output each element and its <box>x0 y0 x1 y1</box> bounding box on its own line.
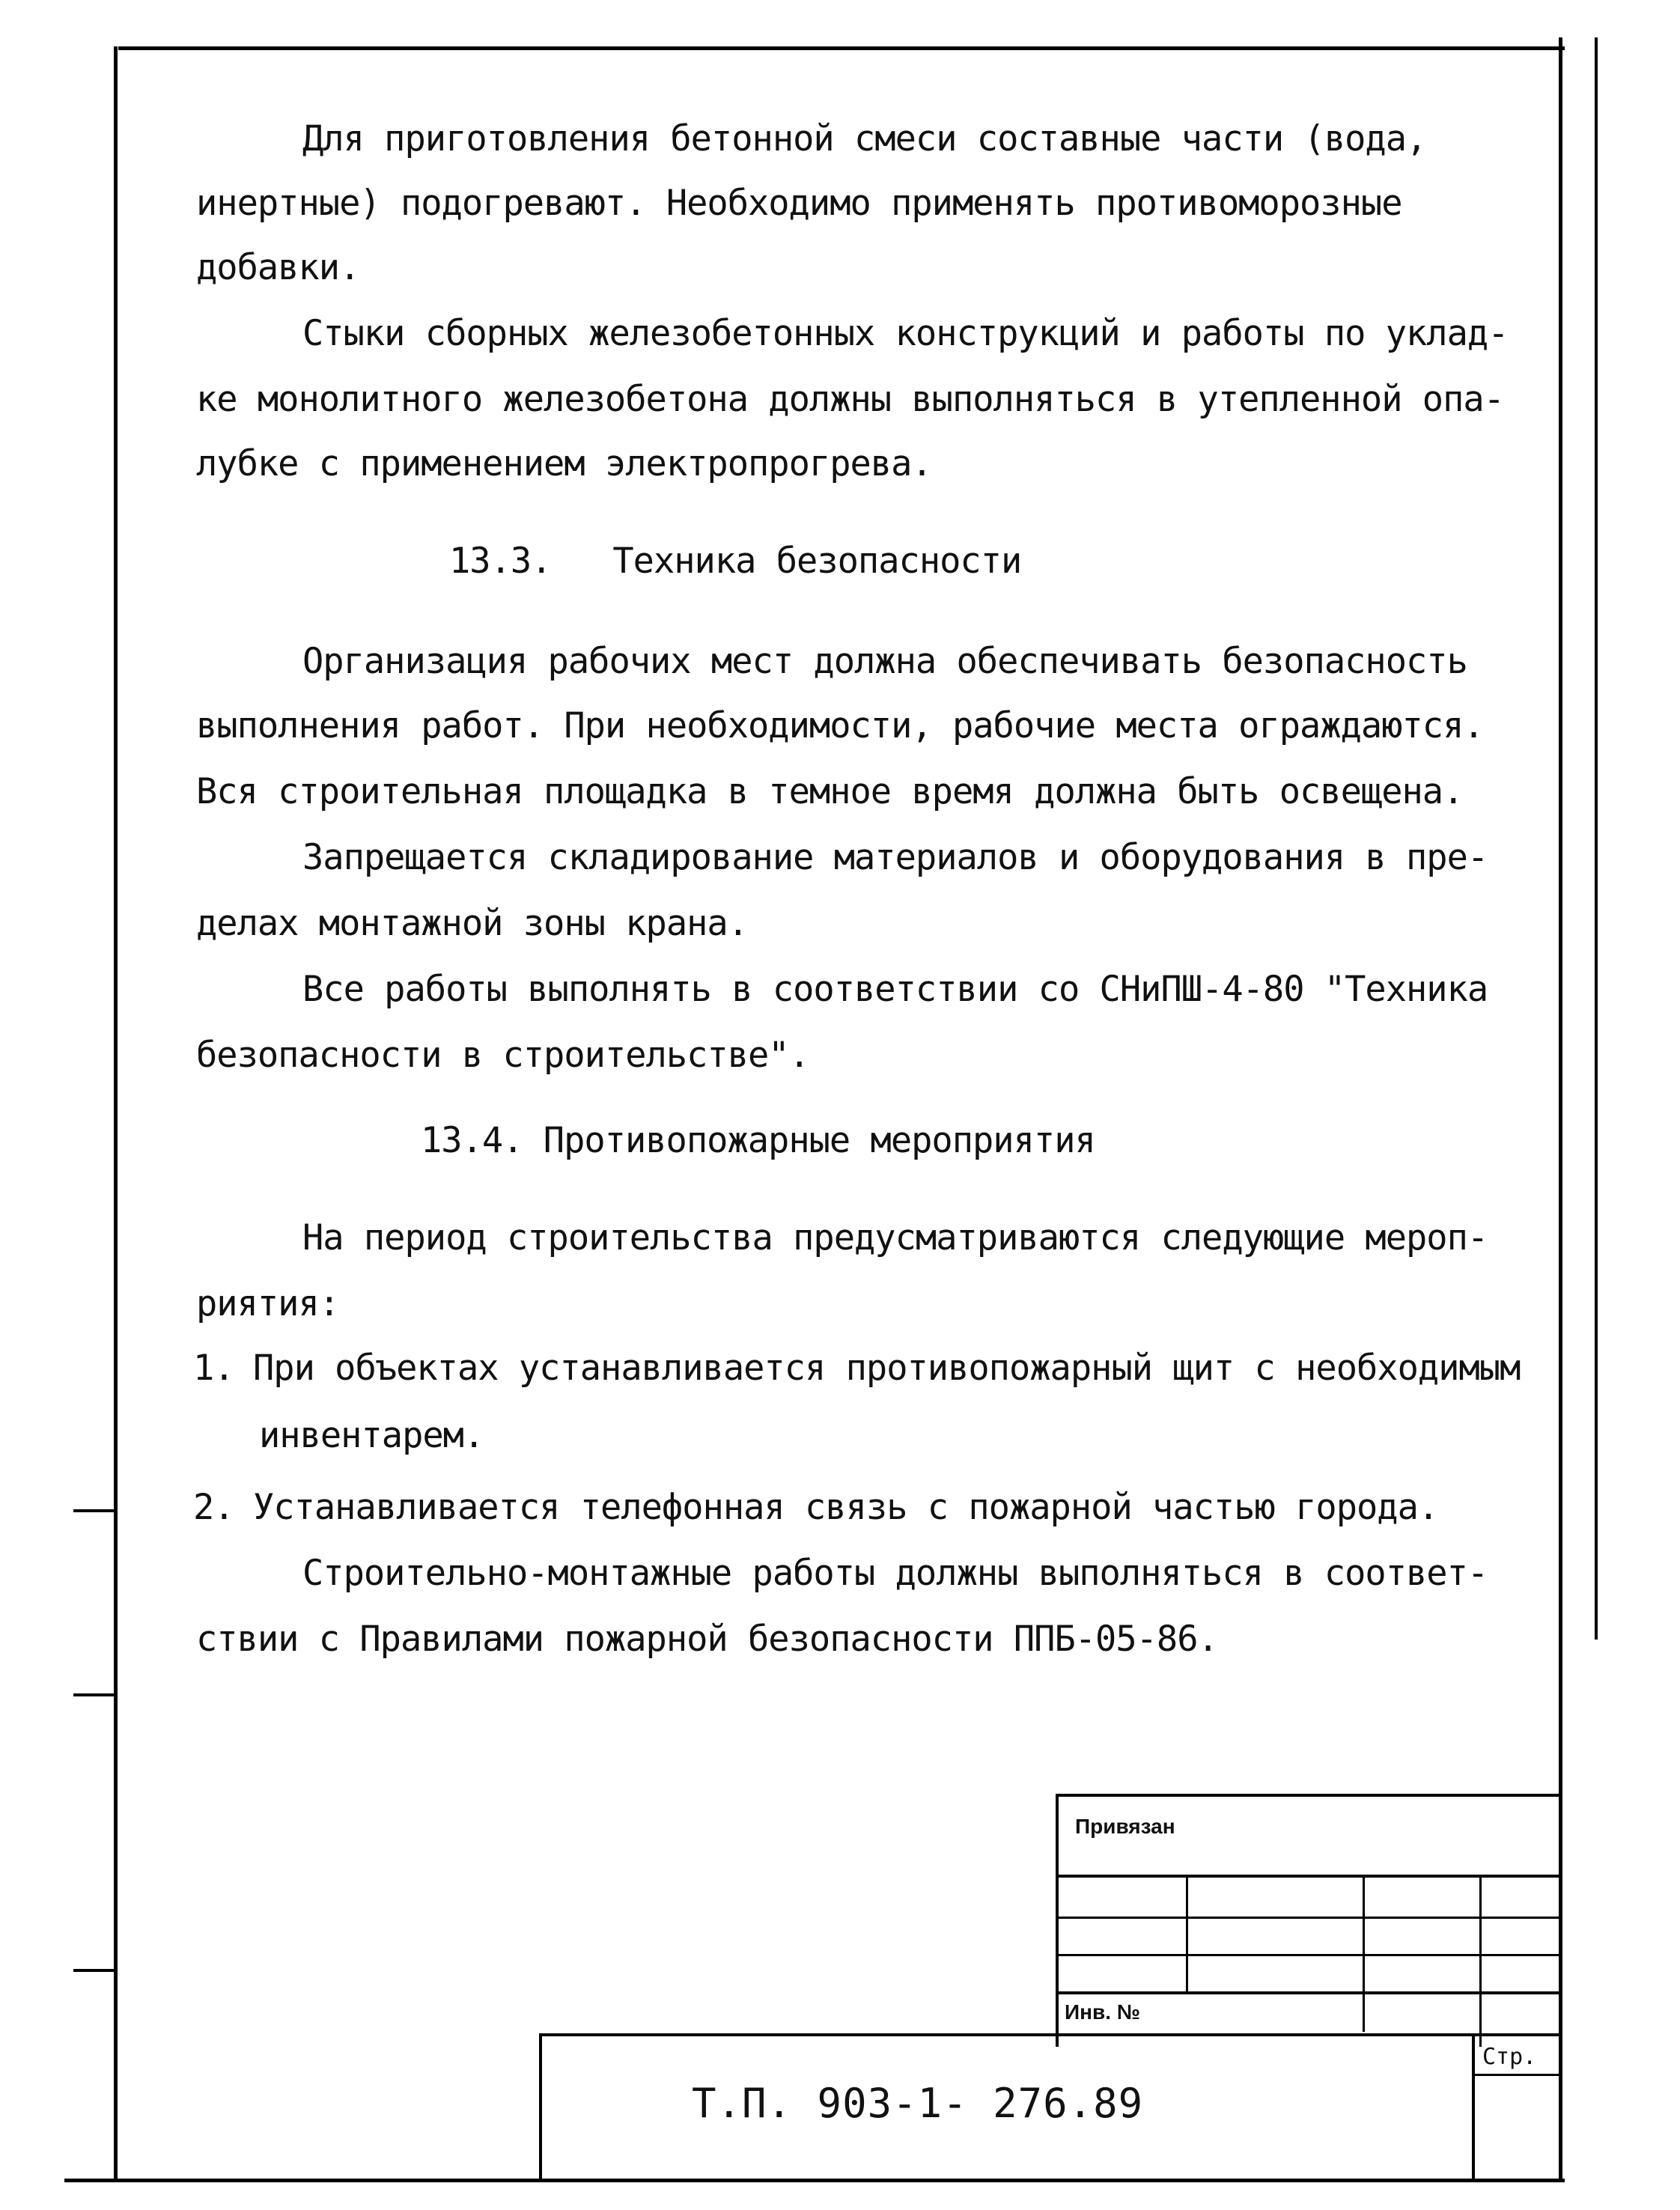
p1-line-3: добавки. <box>196 247 360 288</box>
stamp-row-3 <box>1057 1954 1562 1956</box>
p3-line-2: выполнения работ. При необходимости, рабочие места ограждаются. <box>196 705 1484 746</box>
page-box-left <box>1472 2033 1475 2180</box>
stamp-row-4 <box>1057 1991 1562 1994</box>
heading-13-3: 13.3. Техника безопасности <box>449 541 1022 582</box>
stamp-col-1 <box>1186 1875 1188 1993</box>
p4-line-2: делах монтажной зоны крана. <box>196 903 749 944</box>
p7-line-2: ствии с Правилами пожарной безопасности ППБ-05-86. <box>196 1619 1218 1660</box>
document-code: Т.П. 903-1- 276.89 <box>692 2080 1144 2127</box>
stamp-row-2 <box>1057 1917 1562 1919</box>
p6-line-1: На период строительства предусматриваются следующие мероп- <box>302 1217 1488 1258</box>
list-item-line: инвентарем. <box>259 1415 484 1456</box>
side-tick-3 <box>73 1969 117 1972</box>
p1-line-1: Для приготовления бетонной смеси составные части (вода, <box>302 118 1427 159</box>
p5-line-2: безопасности в строительстве". <box>196 1035 809 1076</box>
frame-right-outer <box>1595 37 1598 1640</box>
heading-13-4: 13.4. Противопожарные мероприятия <box>421 1120 1095 1161</box>
p5-line-1: Все работы выполнять в соответствии со СНиПШ-4-80 "Техника <box>302 969 1488 1010</box>
p3-line-3: Вся строительная площадка в темное время должна быть освещена. <box>196 771 1464 812</box>
p2-line-1: Стыки сборных железобетонных конструкций и работы по уклад- <box>302 313 1509 354</box>
list-item-number: 2. <box>193 1487 234 1528</box>
side-tick-2 <box>73 1693 117 1696</box>
list-item-line: Устанавливается телефонная связь с пожарной частью города. <box>253 1487 1439 1528</box>
p2-line-2: ке монолитного железобетона должны выполняться в утепленной опа- <box>196 379 1504 420</box>
stamp-col-3 <box>1479 1875 1482 2047</box>
p2-line-3: лубке с применением электропрогрева. <box>196 443 932 484</box>
p1-line-2: инертные) подогревают. Необходимо применять противоморозные <box>196 183 1402 224</box>
frame-left <box>114 46 118 2182</box>
frame-top <box>118 46 1565 50</box>
side-tick-1 <box>73 1509 117 1512</box>
code-box-left <box>539 2033 542 2180</box>
stamp-top <box>1057 1794 1562 1797</box>
code-box-top <box>541 2033 1562 2036</box>
stamp-col-2 <box>1363 1875 1365 2032</box>
stamp-row-1 <box>1057 1875 1562 1878</box>
p7-line-1: Строительно-монтажные работы должны выполняться в соответ- <box>302 1553 1488 1594</box>
attached-label: Привязан <box>1075 1815 1175 1838</box>
frame-bottom <box>64 2179 1565 2182</box>
stamp-left <box>1056 1794 1059 2047</box>
p6-line-2: риятия: <box>196 1283 340 1324</box>
list-item-line: При объектах устанавливается противопожарный щит с необходимым <box>253 1348 1521 1389</box>
p4-line-1: Запрещается складирование материалов и оборудования в пре- <box>302 837 1488 878</box>
p3-line-1: Организация рабочих мест должна обеспечивать безопасность <box>302 641 1467 682</box>
frame-right <box>1559 37 1562 2182</box>
inventory-number-label: Инв. № <box>1065 2000 1141 2024</box>
page-label: Стр. <box>1482 2044 1537 2070</box>
page-box-divider <box>1473 2074 1562 2076</box>
list-item-number: 1. <box>193 1348 234 1389</box>
